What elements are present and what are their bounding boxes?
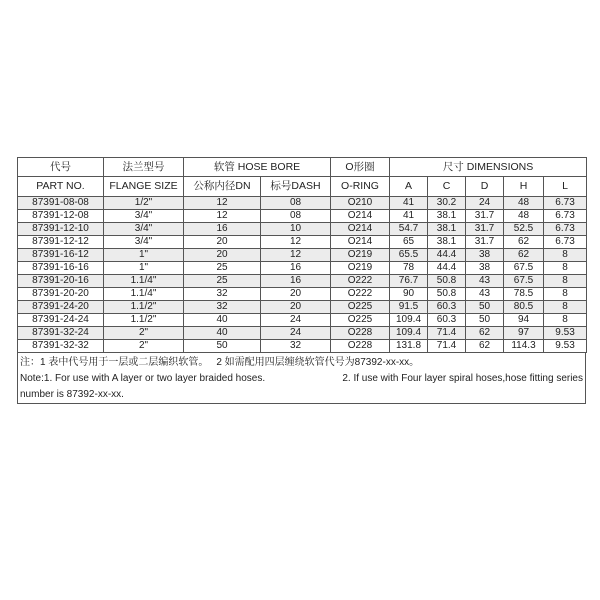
cell-a: 65.5 [390,249,428,262]
cell-c: 38.1 [428,223,466,236]
cell-c: 60.3 [428,301,466,314]
cell-dash: 24 [261,327,331,340]
cell-oring: O219 [331,249,390,262]
cell-c: 30.2 [428,197,466,210]
cell-dash: 12 [261,249,331,262]
cell-dn: 16 [184,223,261,236]
cell-a: 54.7 [390,223,428,236]
cell-flange: 3/4" [104,236,184,249]
cell-dash: 24 [261,314,331,327]
table-row [18,236,587,249]
dim-h-header: H [504,177,544,197]
cell-a: 109.4 [390,314,428,327]
hose-bore-header: 软管 HOSE BORE [184,158,331,177]
cell-part: 87391-12-12 [18,236,104,249]
dim-d-header: D [466,177,504,197]
cell-oring: O225 [331,301,390,314]
dash-header: 标号DASH [261,177,331,197]
cell-oring: O222 [331,288,390,301]
cell-oring: O228 [331,327,390,340]
cell-d: 50 [466,301,504,314]
notes [17,353,586,404]
cell-d: 31.7 [466,210,504,223]
table-row [18,223,587,236]
cell-flange: 2" [104,340,184,353]
oring-header: O-RING [331,177,390,197]
cell-l: 6.73 [544,197,587,210]
cell-c: 71.4 [428,340,466,353]
cell-part: 87391-32-32 [18,340,104,353]
cell-flange: 3/4" [104,210,184,223]
cell-h: 62 [504,249,544,262]
cell-c: 44.4 [428,262,466,275]
cell-dn: 20 [184,249,261,262]
table-row [18,340,587,353]
note-zh-2: 2 如需配用四层缠绕软管代号为87392-xx-xx。 [216,357,420,368]
cell-dash: 12 [261,236,331,249]
cell-a: 109.4 [390,327,428,340]
cell-flange: 1" [104,262,184,275]
cell-dash: 16 [261,275,331,288]
table-row [18,288,587,301]
cell-dn: 40 [184,314,261,327]
dimensions-header: 尺寸 DIMENSIONS [390,158,587,177]
cell-l: 6.73 [544,236,587,249]
cell-part: 87391-16-16 [18,262,104,275]
cell-flange: 1/2" [104,197,184,210]
cell-dash: 16 [261,262,331,275]
cell-l: 8 [544,301,587,314]
cell-d: 43 [466,275,504,288]
flange-zh-header: 法兰型号 [104,158,184,177]
cell-l: 8 [544,262,587,275]
cell-l: 9.53 [544,340,587,353]
cell-dn: 32 [184,288,261,301]
cell-dash: 20 [261,301,331,314]
cell-h: 48 [504,197,544,210]
cell-dn: 12 [184,197,261,210]
cell-dash: 20 [261,288,331,301]
cell-l: 8 [544,288,587,301]
cell-dash: 08 [261,197,331,210]
cell-flange: 2" [104,327,184,340]
note-en-1: Note:1. For use with A layer or two layer braided hoses. [20,373,266,384]
cell-l: 8 [544,249,587,262]
cell-l: 8 [544,314,587,327]
cell-dash: 08 [261,210,331,223]
cell-d: 24 [466,197,504,210]
flange-size-header: FLANGE SIZE [104,177,184,197]
dn-header: 公称内径DN [184,177,261,197]
cell-a: 78 [390,262,428,275]
cell-dn: 50 [184,340,261,353]
cell-c: 50.8 [428,288,466,301]
cell-d: 43 [466,288,504,301]
cell-dn: 25 [184,262,261,275]
cell-c: 38.1 [428,236,466,249]
cell-h: 94 [504,314,544,327]
cell-l: 6.73 [544,223,587,236]
cell-h: 97 [504,327,544,340]
cell-a: 41 [390,197,428,210]
note-zh-1: 注：1 表中代号用于一层或二层编织软管。 [20,357,209,368]
cell-d: 62 [466,327,504,340]
table-row [18,210,587,223]
cell-c: 44.4 [428,249,466,262]
cell-d: 31.7 [466,223,504,236]
spec-sheet [17,157,586,404]
cell-c: 71.4 [428,327,466,340]
cell-part: 87391-32-24 [18,327,104,340]
cell-a: 90 [390,288,428,301]
table-row [18,197,587,210]
cell-h: 67.5 [504,262,544,275]
cell-dash: 10 [261,223,331,236]
cell-oring: O219 [331,262,390,275]
cell-part: 87391-12-10 [18,223,104,236]
cell-oring: O228 [331,340,390,353]
table-row [18,301,587,314]
cell-a: 76.7 [390,275,428,288]
cell-l: 6.73 [544,210,587,223]
cell-oring: O214 [331,210,390,223]
cell-dn: 32 [184,301,261,314]
dim-a-header: A [390,177,428,197]
cell-part: 87391-16-12 [18,249,104,262]
oring-zh-header: O形圈 [331,158,390,177]
cell-part: 87391-24-24 [18,314,104,327]
cell-d: 50 [466,314,504,327]
cell-oring: O210 [331,197,390,210]
cell-part: 87391-20-20 [18,288,104,301]
cell-flange: 1.1/4" [104,275,184,288]
cell-h: 114.3 [504,340,544,353]
cell-h: 52.5 [504,223,544,236]
table-row [18,262,587,275]
table-body [18,197,587,353]
cell-part: 87391-08-08 [18,197,104,210]
table-row [18,314,587,327]
note-en-3: number is 87392-xx-xx. [20,389,124,400]
cell-part: 87391-24-20 [18,301,104,314]
cell-flange: 1.1/2" [104,314,184,327]
cell-d: 62 [466,340,504,353]
cell-dash: 32 [261,340,331,353]
table-row [18,249,587,262]
cell-oring: O214 [331,223,390,236]
cell-h: 80.5 [504,301,544,314]
cell-dn: 20 [184,236,261,249]
cell-h: 62 [504,236,544,249]
cell-h: 78.5 [504,288,544,301]
cell-a: 41 [390,210,428,223]
dim-c-header: C [428,177,466,197]
cell-h: 67.5 [504,275,544,288]
part-no-header: PART NO. [18,177,104,197]
cell-flange: 1.1/4" [104,288,184,301]
table-row [18,275,587,288]
cell-h: 48 [504,210,544,223]
cell-dn: 12 [184,210,261,223]
dimensions-table [17,157,587,353]
cell-l: 8 [544,275,587,288]
cell-a: 65 [390,236,428,249]
cell-part: 87391-20-16 [18,275,104,288]
cell-dn: 40 [184,327,261,340]
cell-a: 131.8 [390,340,428,353]
cell-c: 50.8 [428,275,466,288]
note-en-2: 2. If use with Four layer spiral hoses,hose fitting series [342,373,583,384]
cell-flange: 3/4" [104,223,184,236]
cell-d: 38 [466,249,504,262]
code-zh-header: 代号 [18,158,104,177]
cell-flange: 1" [104,249,184,262]
table-row [18,327,587,340]
cell-oring: O214 [331,236,390,249]
cell-dn: 25 [184,275,261,288]
cell-d: 31.7 [466,236,504,249]
cell-l: 9.53 [544,327,587,340]
dim-l-header: L [544,177,587,197]
cell-oring: O225 [331,314,390,327]
cell-d: 38 [466,262,504,275]
cell-c: 60.3 [428,314,466,327]
cell-flange: 1.1/2" [104,301,184,314]
cell-c: 38.1 [428,210,466,223]
cell-a: 91.5 [390,301,428,314]
cell-oring: O222 [331,275,390,288]
cell-part: 87391-12-08 [18,210,104,223]
